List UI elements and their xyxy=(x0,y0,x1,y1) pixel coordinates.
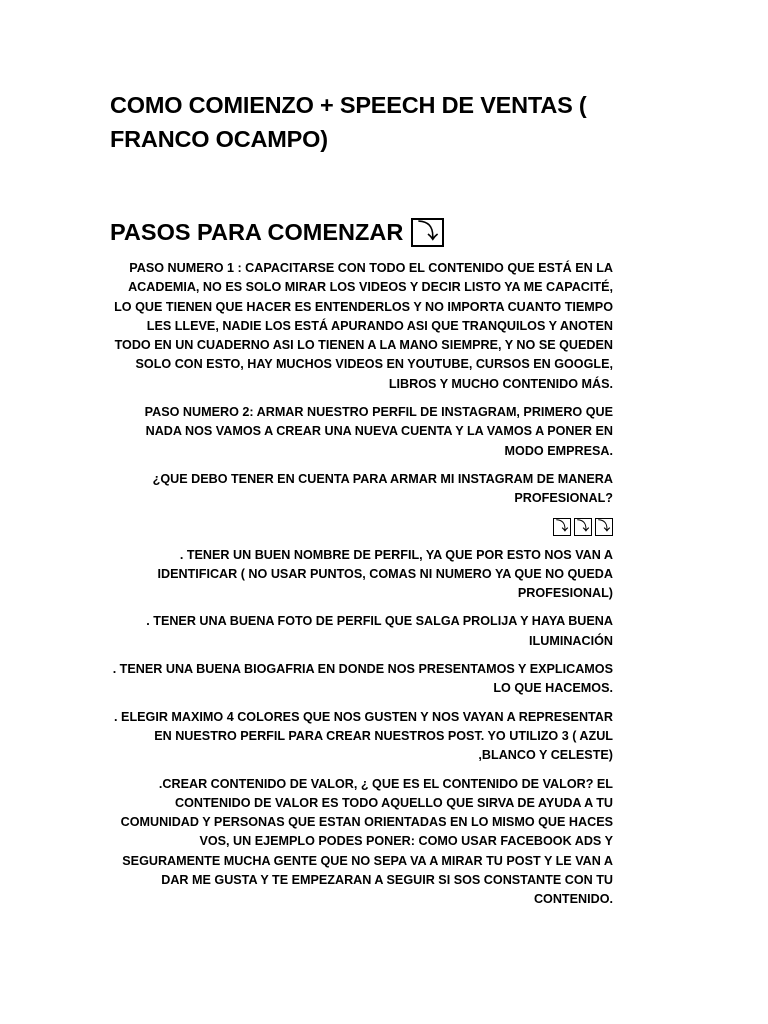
icons-row xyxy=(110,518,613,536)
paragraph-step-2: PASO NUMERO 2: ARMAR NUESTRO PERFIL DE INSTAGRAM, PRIMERO QUE NADA NOS VAMOS A CREAR UNA NUEVA CUENTA Y LA VAMOS A PONER EN MODO EMPRESA. xyxy=(144,405,613,458)
arrow-down-icon: ⤵ xyxy=(595,518,613,536)
arrow-down-icon: ⤵ xyxy=(574,518,592,536)
paragraph-colors: . ELEGIR MAXIMO 4 COLORES QUE NOS GUSTEN Y NOS VAYAN A REPRESENTAR EN NUESTRO PERFIL PARA CREAR NUESTROS POST. YO UTILIZO 3 ( AZUL ,BLANCO Y CELESTE) xyxy=(114,709,613,763)
section-heading-text: PASOS PARA COMENZAR xyxy=(110,219,404,245)
document-title: COMO COMIENZO + SPEECH DE VENTAS ( FRANCO OCAMPO) xyxy=(110,92,587,152)
paragraph-biography: . TENER UNA BUENA BIOGAFRIA EN DONDE NOS PRESENTAMOS Y EXPLICAMOS LO QUE HACEMOS. xyxy=(112,662,613,696)
paragraph-step-1: PASO NUMERO 1 : CAPACITARSE CON TODO EL CONTENIDO QUE ESTÁ EN LA ACADEMIA, NO ES SOLO MIRAR LOS VIDEOS Y DECIR LISTO YA ME CAPACITÉ, LO QUE TIENEN QUE HACER ES ENTENDERLOS Y NO IMPORTA CUANTO TIEMPO LES LLEVE, NADIE LOS ESTÁ APURANDO ASI QUE TRANQUILOS Y ANOTEN TODO EN UN CUADERNO ASI LO TIENEN A LA MANO SIEMPRE, Y NO SE QUEDEN SOLO CON ESTO, HAY MUCHOS VIDEOS EN YOUTUBE, CURSOS EN GOOGLE, LIBROS Y MUCHO CONTENIDO MÁS. xyxy=(114,261,613,391)
paragraph-question: ¿QUE DEBO TENER EN CUENTA PARA ARMAR MI INSTAGRAM DE MANERA PROFESIONAL? xyxy=(152,471,613,506)
paragraph-profile-name: . TENER UN BUEN NOMBRE DE PERFIL, YA QUE POR ESTO NOS VAN A IDENTIFICAR ( NO USAR PUNTOS, COMAS NI NUMERO YA QUE NO QUEDA PROFESIONAL) xyxy=(157,547,613,601)
section-heading xyxy=(110,216,444,248)
document-body xyxy=(110,259,613,919)
paragraph-value-content: .CREAR CONTENIDO DE VALOR, ¿ QUE ES EL CONTENIDO DE VALOR? EL CONTENIDO DE VALOR ES TODO AQUELLO QUE SIRVA DE AYUDA A TU COMUNIDAD Y PERSONAS QUE ESTAN ORIENTADAS EN LO MISMO QUE HACES VOS, UN EJEMPLO PODES PONER: COMO USAR FACEBOOK ADS Y SEGURAMENTE MUCHA GENTE QUE NO SEPA VA A MIRAR TU POST Y LE VAN A DAR ME GUSTA Y TE EMPEZARAN A SEGUIR SI SOS CONSTANTE CON TU CONTENIDO. xyxy=(120,776,613,907)
paragraph-profile-photo: . TENER UNA BUENA FOTO DE PERFIL QUE SALGA PROLIJA Y HAYA BUENA ILUMINACIÓN xyxy=(146,614,613,648)
arrow-down-icon: ⤵ xyxy=(411,218,444,247)
arrow-down-icon: ⤵ xyxy=(553,518,571,536)
